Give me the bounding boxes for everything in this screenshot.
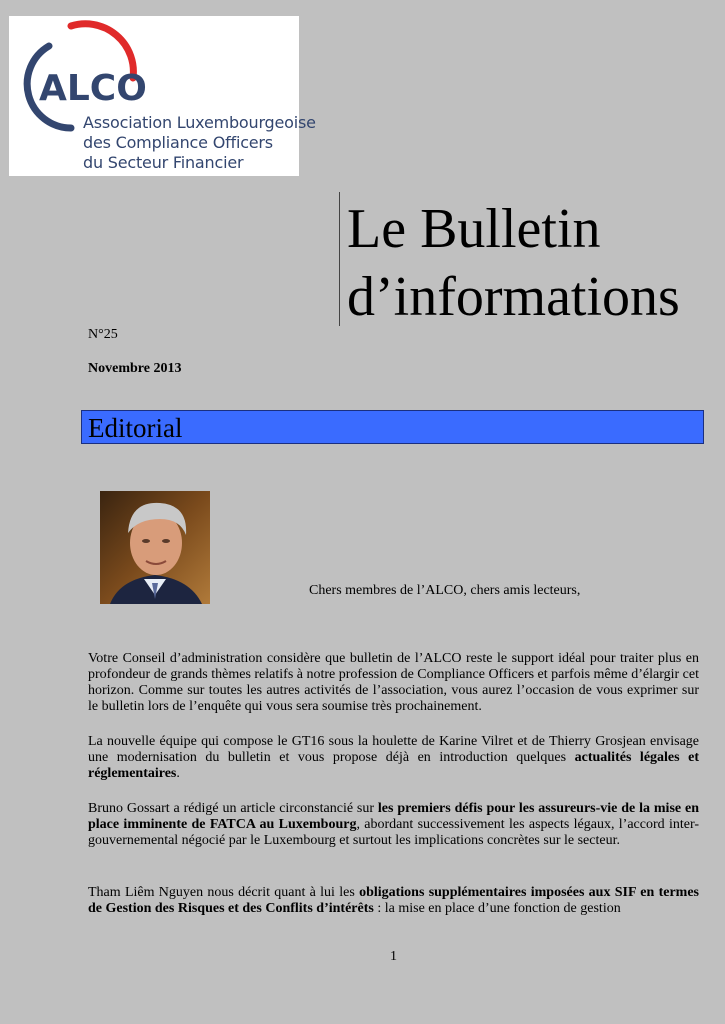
paragraph-4: [88, 885, 699, 917]
issue-number: N°25: [88, 327, 118, 342]
paragraph-4-end: : la mise en place d’une fonction de gestion: [373, 901, 621, 916]
page-number: 1: [390, 949, 397, 964]
bulletin-title-line-2: d’informations: [347, 266, 680, 328]
paragraph-1: [88, 651, 699, 715]
paragraph-2-text: La nouvelle équipe qui compose le GT16 sous la houlette de Karine Vilret et de Thierry Grosjean envisage une modernisation du bulletin et vous propose déjà en introduction quelques: [88, 734, 699, 765]
paragraph-2-end: .: [176, 766, 180, 781]
alco-logo: [9, 16, 316, 176]
section-title: Editorial: [88, 413, 183, 443]
paragraph-2-bold: actualités légales et réglementaires: [88, 750, 699, 781]
issue-date: Novembre 2013: [88, 361, 182, 376]
editorial-section-header: [81, 410, 704, 444]
paragraph-4-bold: obligations supplémentaires imposées aux SIF en termes de Gestion des Risques et des Conflits d’intérêts: [88, 885, 699, 916]
paragraph-3-bold: les premiers défis pour les assureurs-vie de la mise en place imminente de FATCA au Luxembourg: [88, 801, 699, 832]
paragraph-3-text: Bruno Gossart a rédigé un article circonstancié sur: [88, 801, 378, 816]
paragraph-3: [88, 801, 699, 849]
logo-line-1: Association Luxembourgeoise: [83, 113, 316, 132]
paragraph-2: [88, 734, 699, 782]
bulletin-title-line-1: Le Bulletin: [347, 198, 601, 260]
greeting: Chers membres de l’ALCO, chers amis lecteurs,: [309, 583, 581, 598]
paragraph-4-text: Tham Liêm Nguyen nous décrit quant à lui les: [88, 885, 360, 900]
logo-line-3: du Secteur Financier: [83, 153, 244, 172]
paragraph-1-text: Votre Conseil d’administration considère que bulletin de l’ALCO reste le support idéal pour traiter plus en profondeur de grands thèmes relatifs à notre profession de Compliance Officers et parfois même d’élargir cet horizon. Comme sur toutes les autres activités de l’association, vous aurez l’occasion de vous exprimer sur le bulletin lors de l’enquête qui vous sera soumise très prochainement.: [88, 651, 699, 714]
title-divider: [339, 192, 340, 326]
logo-line-2: des Compliance Officers: [83, 133, 273, 152]
logo-acronym: ALCO: [39, 68, 147, 109]
author-photo: [100, 491, 210, 604]
paragraph-3-end: , abordant successivement les aspects légaux, l’accord inter-gouvernemental négocié par le Luxembourg et surtout les implications concrètes sur le secteur.: [88, 817, 699, 848]
